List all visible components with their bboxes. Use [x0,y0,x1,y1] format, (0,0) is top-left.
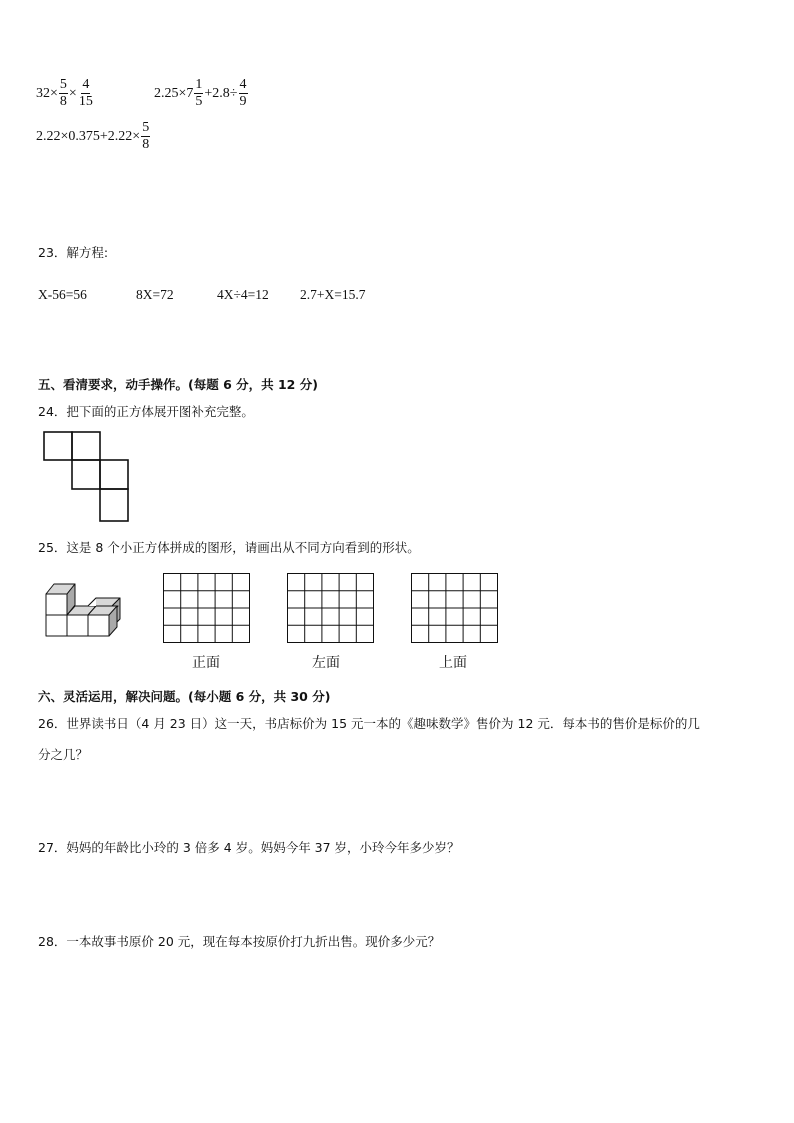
q25-text: 25．这是 8 个小正方体拼成的图形，请画出从不同方向看到的形状。 [38,540,420,555]
q23-equation-2: 8X=72 [136,287,174,302]
label-front-view: 正面 [192,655,220,671]
expression-2 [154,78,249,109]
q24-text: 24．把下面的正方体展开图补充完整。 [38,404,254,419]
section-5-title: 五、看清要求，动手操作。(每题 6 分，共 12 分) [38,377,318,392]
label-left-view: 左面 [312,655,340,671]
q27-text: 27．妈妈的年龄比小玲的 3 倍多 4 岁。妈妈今年 37 岁，小玲今年多少岁？ [38,840,460,855]
grid-front-view[interactable] [163,573,251,644]
expr2-fraction-1 [194,78,203,109]
numerator: 5 [59,77,67,92]
expr1-fraction-2 [78,78,94,109]
q23-equation-4: 2.7+X=15.7 [300,287,366,302]
denominator: 8 [142,137,150,152]
q28-text: 28．一本故事书原价 20 元，现在每本按原价打九折出售。现价多少元？ [38,934,441,949]
net-square [72,432,100,460]
label-top-view: 上面 [439,655,467,671]
expr2-prefix: 2.25×7 [154,85,194,101]
section-6-title: 六、灵活运用，解决问题。(每小题 6 分，共 30 分) [38,689,331,704]
expr2-fraction-2 [239,78,248,109]
denominator: 9 [239,94,247,109]
expr1-fraction-1 [59,78,68,109]
cube-net-figure [40,429,132,525]
q23-equation-1: X-56=56 [38,287,87,302]
expr1-operator: × [68,85,77,101]
q26-line-1: 26．世界读书日（4 月 23 日）这一天，书店标价为 15 元一本的《趣味数学》售价为 12 元．每本书的售价是标价的几 [38,716,700,731]
net-square [100,489,128,521]
grid-left-view[interactable] [287,573,375,644]
expr3-prefix: 2.22×0.375+2.22× [36,128,141,144]
expr3-fraction-1 [141,121,150,152]
expr2-operator: +2.8÷ [204,85,238,101]
net-square [100,460,128,489]
numerator: 1 [195,77,203,92]
q26-line-2: 分之几？ [38,747,89,762]
numerator: 4 [239,77,247,92]
expression-3 [36,121,151,152]
expr1-prefix: 32× [36,85,58,101]
q23-title: 23．解方程: [38,245,109,260]
denominator: 5 [195,94,203,109]
cubes-3d-figure [40,575,130,641]
net-square [72,460,100,489]
numerator: 5 [142,120,150,135]
denominator: 8 [59,94,67,109]
numerator: 4 [82,77,90,92]
net-square [44,432,72,460]
grid-top-view[interactable] [411,573,499,644]
expression-1 [36,78,95,109]
q23-equation-3: 4X÷4=12 [217,287,269,302]
denominator: 15 [78,94,93,109]
